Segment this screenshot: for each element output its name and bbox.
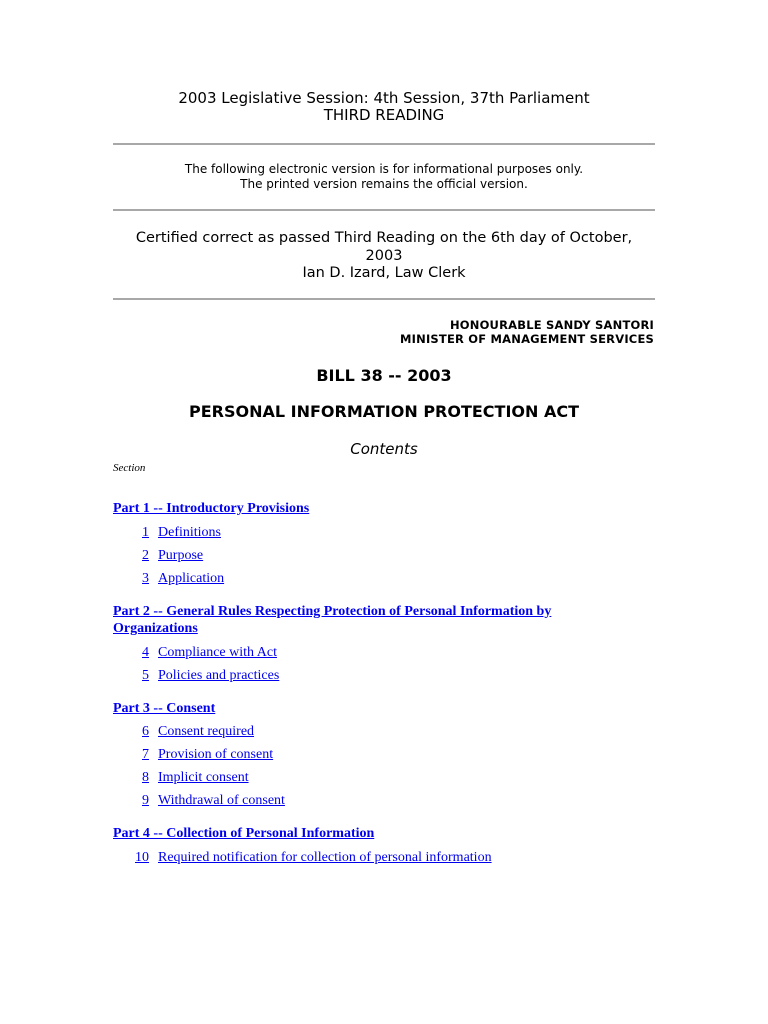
notice-line-2: The printed version remains the official version. bbox=[240, 177, 528, 191]
session-line: 2003 Legislative Session: 4th Session, 37th Parliament bbox=[178, 89, 590, 107]
law-clerk-signature: Ian D. Izard, Law Clerk bbox=[302, 265, 466, 281]
section-number-link[interactable]: 8 bbox=[142, 770, 149, 785]
certification-block bbox=[0, 230, 768, 283]
act-title: PERSONAL INFORMATION PROTECTION ACT bbox=[188, 402, 580, 421]
section-title-link[interactable]: Required notification for collection of personal information bbox=[158, 849, 492, 865]
section-number-link[interactable]: 5 bbox=[142, 667, 149, 683]
section-title-link[interactable]: Provision of consent bbox=[158, 747, 274, 762]
contents-heading: Contents bbox=[350, 440, 418, 458]
certification-line-1: Certified correct as passed Third Reading on the 6th day of October, bbox=[135, 230, 633, 246]
section-number-link[interactable]: 2 bbox=[142, 547, 149, 563]
toc-section bbox=[113, 769, 655, 792]
disclaimer-notice bbox=[0, 162, 768, 192]
sponsor-block bbox=[400, 318, 654, 346]
section-title-link[interactable]: Consent required bbox=[158, 724, 255, 739]
section-number-link[interactable]: 4 bbox=[142, 644, 149, 660]
divider bbox=[113, 209, 655, 211]
section-number-link[interactable]: 7 bbox=[142, 747, 149, 762]
section-title-link[interactable]: Definitions bbox=[158, 524, 221, 540]
toc-part-1 bbox=[113, 500, 655, 518]
sponsor-name: HONOURABLE SANDY SANTORI bbox=[449, 318, 654, 332]
toc-part-3 bbox=[113, 700, 655, 718]
section-title-link[interactable]: Policies and practices bbox=[158, 667, 280, 683]
divider bbox=[113, 298, 655, 300]
document-header bbox=[0, 90, 768, 124]
toc-section bbox=[113, 644, 655, 667]
section-number-link[interactable]: 3 bbox=[142, 570, 149, 586]
part-3-link[interactable]: Part 3 -- Consent bbox=[113, 700, 216, 716]
section-title-link[interactable]: Application bbox=[158, 570, 225, 586]
table-of-contents bbox=[113, 500, 655, 872]
part-2-link-line-2[interactable]: Organizations bbox=[113, 621, 198, 636]
section-title-link[interactable]: Purpose bbox=[158, 547, 204, 563]
toc-section bbox=[113, 849, 655, 872]
section-number-link[interactable]: 6 bbox=[142, 724, 149, 739]
certification-line-2: 2003 bbox=[365, 247, 403, 264]
bill-number: BILL 38 -- 2003 bbox=[316, 366, 452, 385]
toc-section bbox=[113, 746, 655, 769]
section-title-link[interactable]: Implicit consent bbox=[158, 770, 249, 785]
notice-line-1: The following electronic version is for informational purposes only. bbox=[184, 162, 584, 176]
reading-stage: THIRD READING bbox=[323, 106, 445, 124]
toc-part-4 bbox=[113, 825, 655, 843]
section-number-link[interactable]: 10 bbox=[135, 849, 149, 865]
section-number-link[interactable]: 9 bbox=[142, 793, 149, 808]
toc-section bbox=[113, 524, 655, 547]
section-title-link[interactable]: Compliance with Act bbox=[158, 644, 277, 660]
section-column-label: Section bbox=[113, 462, 146, 474]
section-number-link[interactable]: 1 bbox=[142, 524, 149, 540]
part-4-link[interactable]: Part 4 -- Collection of Personal Information bbox=[113, 826, 375, 841]
part-1-link[interactable]: Part 1 -- Introductory Provisions bbox=[113, 501, 310, 516]
toc-section bbox=[113, 792, 655, 815]
section-title-link[interactable]: Withdrawal of consent bbox=[158, 793, 285, 808]
toc-section bbox=[113, 547, 655, 570]
toc-section bbox=[113, 723, 655, 746]
toc-section bbox=[113, 570, 655, 593]
sponsor-title: MINISTER OF MANAGEMENT SERVICES bbox=[400, 332, 654, 346]
part-2-link-line-1[interactable]: Part 2 -- General Rules Respecting Protection of Personal Information by bbox=[113, 603, 552, 619]
divider bbox=[113, 143, 655, 145]
toc-section bbox=[113, 667, 655, 690]
toc-part-2 bbox=[113, 603, 655, 638]
